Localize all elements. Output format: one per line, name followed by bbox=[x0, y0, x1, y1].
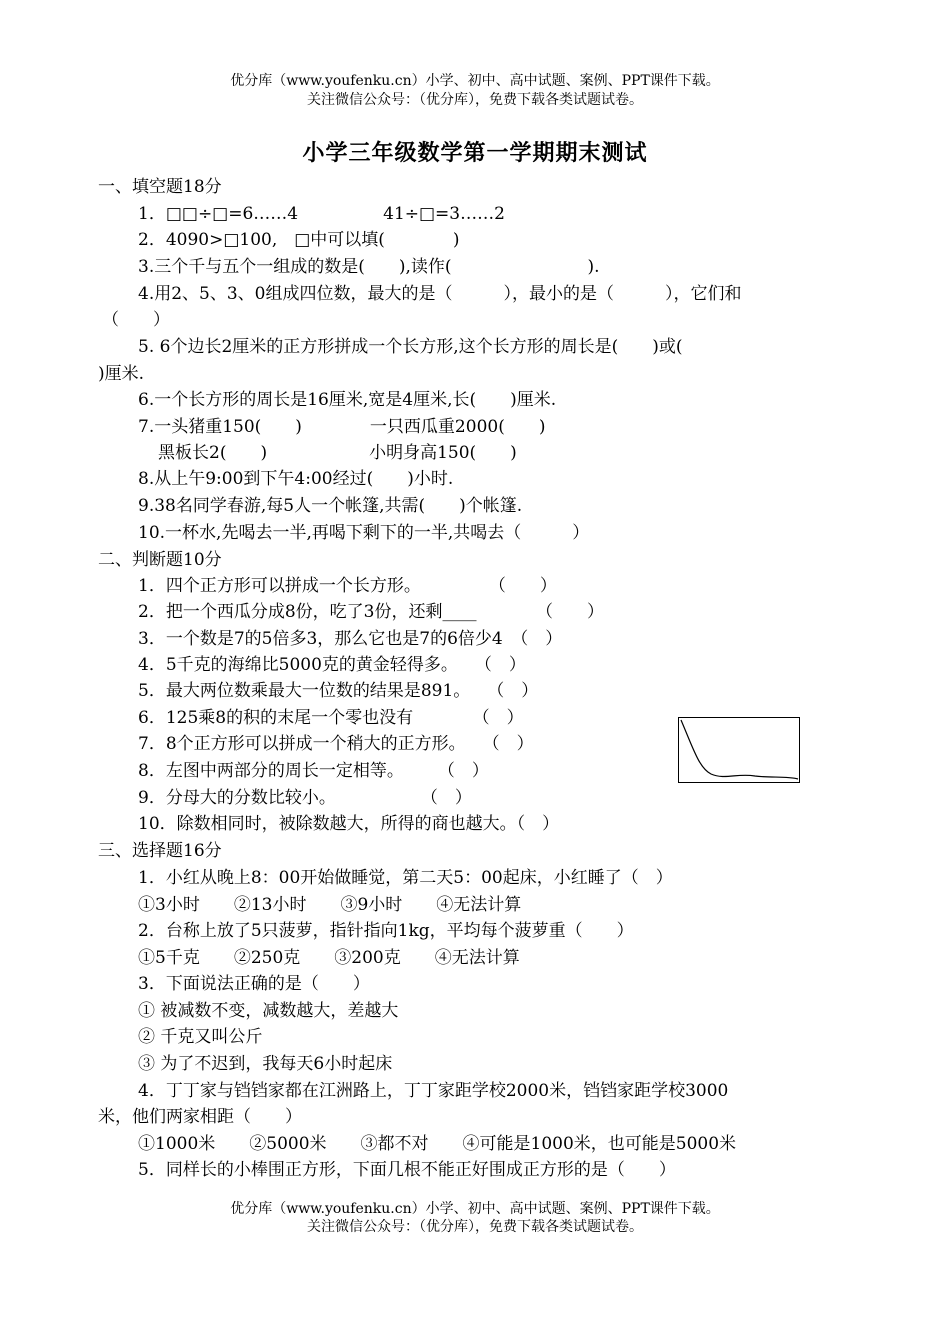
question-line: 6.一个长方形的周长是16厘米,宽是4厘米,长( )厘米. bbox=[138, 390, 557, 410]
question-line: 2．把一个西瓜分成8份，吃了3份，还剩____ （ ） bbox=[138, 602, 604, 622]
options-line: ③ 为了不迟到，我每天6小时起床 bbox=[138, 1054, 393, 1074]
options-line: ①3小时 ②13小时 ③9小时 ④无法计算 bbox=[138, 895, 522, 915]
question-line: 3．一个数是7的5倍多3，那么它也是7的6倍少4 （ ） bbox=[138, 629, 563, 649]
question-line: 9．分母大的分数比较小。 （ ） bbox=[138, 788, 472, 808]
question-line: 8．左图中两部分的周长一定相等。 （ ） bbox=[138, 761, 489, 781]
question-line: 10．除数相同时，被除数越大，所得的商也越大。（ ） bbox=[138, 814, 560, 834]
footer-line-1: 优分库（www.youfenku.cn）小学、初中、高中试题、案例、PPT课件下载。 bbox=[230, 1201, 720, 1217]
options-line: ② 千克又叫公斤 bbox=[138, 1027, 263, 1047]
question-line: 4．丁丁家与铛铛家都在江洲路上，丁丁家距学校2000米，铛铛家距学校3000 bbox=[138, 1081, 729, 1101]
header-line-2: 关注微信公众号：（优分库），免费下载各类试题试卷。 bbox=[307, 92, 643, 108]
page-title: 小学三年级数学第一学期期末测试 bbox=[302, 140, 648, 166]
options-line: ① 被减数不变，减数越大，差越大 bbox=[138, 1001, 399, 1021]
question-line: 米，他们两家相距（ ） bbox=[98, 1107, 302, 1127]
question-line: 1．小红从晚上8：00开始做睡觉，第二天5：00起床，小红睡了（ ） bbox=[138, 868, 673, 888]
curve-figure bbox=[679, 718, 799, 782]
section-choice-heading: 三、选择题16分 bbox=[98, 841, 222, 861]
divided-rectangle-figure bbox=[678, 717, 800, 783]
question-line: 9.38名同学春游,每5人一个帐篷,共需( )个帐篷. bbox=[138, 496, 523, 516]
question-line: 1．□□÷□=6……4 41÷□=3……2 bbox=[138, 204, 505, 224]
footer-line-2: 关注微信公众号：（优分库），免费下载各类试题试卷。 bbox=[307, 1219, 643, 1235]
question-line: 黑板长2( ) 小明身高150( ) bbox=[158, 443, 517, 463]
question-line: 4．5千克的海绵比5000克的黄金轻得多。 （ ） bbox=[138, 655, 526, 675]
question-line: 2．台称上放了5只菠萝，指针指向1kg，平均每个菠萝重（ ） bbox=[138, 921, 634, 941]
header-line-1: 优分库（www.youfenku.cn）小学、初中、高中试题、案例、PPT课件下载。 bbox=[230, 73, 720, 89]
question-line: 3．下面说法正确的是（ ） bbox=[138, 974, 370, 994]
question-line: 1．四个正方形可以拼成一个长方形。 （ ） bbox=[138, 576, 557, 596]
question-line: 4.用2、5、3、0组成四位数，最大的是（ ），最小的是（ ），它们和 bbox=[138, 284, 742, 304]
question-line: 10.一杯水,先喝去一半,再喝下剩下的一半,共喝去（ ） bbox=[138, 523, 590, 543]
question-line: 5．同样长的小棒围正方形，下面几根不能正好围成正方形的是（ ） bbox=[138, 1160, 676, 1180]
options-line: ①1000米 ②5000米 ③都不对 ④可能是1000米，也可能是5000米 bbox=[138, 1134, 737, 1154]
question-line: （ ） bbox=[102, 310, 170, 330]
question-line: 5. 6个边长2厘米的正方形拼成一个长方形,这个长方形的周长是( )或( bbox=[138, 337, 683, 357]
question-line: 7．8个正方形可以拼成一个稍大的正方形。 （ ） bbox=[138, 734, 534, 754]
section-true-false-heading: 二、判断题10分 bbox=[98, 550, 222, 570]
question-line: 8.从上午9:00到下午4:00经过( )小时. bbox=[138, 469, 454, 489]
question-line: 2．4090>□100, □中可以填( ) bbox=[138, 230, 460, 250]
question-line: )厘米. bbox=[98, 364, 145, 384]
question-line: 5．最大两位数乘最大一位数的结果是891。 （ ） bbox=[138, 681, 539, 701]
question-line: 6．125乘8的积的末尾一个零也没有 （ ） bbox=[138, 708, 524, 728]
section-fill-in-heading: 一、填空题18分 bbox=[98, 177, 222, 197]
options-line: ①5千克 ②250克 ③200克 ④无法计算 bbox=[138, 948, 520, 968]
question-line: 7.一头猪重150( ) 一只西瓜重2000( ) bbox=[138, 417, 546, 437]
question-line: 3.三个千与五个一组成的数是( ),读作( ). bbox=[138, 257, 600, 277]
